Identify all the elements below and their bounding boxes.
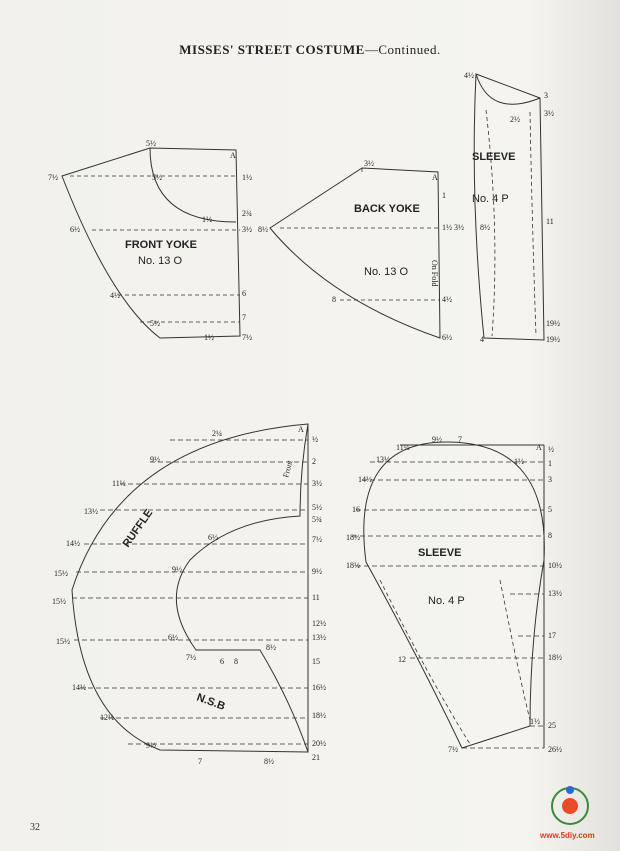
lower-sleeve-number: No. 4 P: [428, 595, 465, 607]
mark: 8½: [264, 757, 274, 766]
mark: 4½: [442, 295, 452, 304]
mark: 5½: [150, 319, 160, 328]
mark: 18½: [346, 533, 360, 542]
mark: 18½: [312, 711, 326, 720]
mark: 1½: [242, 173, 252, 182]
mark: 2¼: [212, 429, 222, 438]
mark: A: [298, 425, 304, 434]
mark: 7½: [448, 745, 458, 754]
mark: A: [432, 173, 438, 182]
mark: 1½: [204, 333, 214, 342]
mark: 13½: [84, 507, 98, 516]
mark: 4½: [110, 291, 120, 300]
mark: 2: [312, 457, 316, 466]
back-yoke-number: No. 13 O: [364, 266, 409, 278]
mark: 2½: [510, 115, 520, 124]
mark: 8: [234, 657, 238, 666]
mark: 17: [548, 631, 556, 640]
mark: ½: [548, 445, 554, 454]
mark: 1: [548, 459, 552, 468]
ruffle-back: N.S.B: [194, 691, 227, 713]
mark: 7: [242, 313, 246, 322]
mark: 5½: [146, 139, 156, 148]
mark: 12½: [100, 713, 114, 722]
front-yoke-number: No. 13 O: [138, 255, 183, 267]
mark: 13½: [376, 455, 390, 464]
mark: 8: [548, 531, 552, 540]
upper-sleeve-number: No. 4 P: [472, 193, 509, 205]
mark: 6½: [442, 333, 452, 342]
mark: 6½: [208, 533, 218, 542]
mark: 15: [312, 657, 320, 666]
mark: 9½: [172, 565, 182, 574]
mark: 5½: [312, 503, 322, 512]
mark: 3: [544, 91, 548, 100]
mark: 8½: [258, 225, 268, 234]
mark: 5: [548, 505, 552, 514]
mark: 1: [442, 191, 446, 200]
upper-sleeve-piece: [474, 74, 544, 340]
back-yoke-name: BACK YOKE: [354, 203, 420, 215]
watermark-logo: [540, 780, 610, 842]
mark: 18½: [346, 561, 360, 570]
mark: 12½: [312, 619, 326, 628]
mark: 16½: [312, 683, 326, 692]
mark: 8½: [480, 223, 490, 232]
mark: 11: [546, 217, 554, 226]
mark: 9½: [150, 455, 160, 464]
back-yoke-piece: [270, 168, 440, 338]
back-yoke-marks: [258, 159, 464, 342]
page-title: MISSES' STREET COSTUME—Continued.: [179, 42, 441, 57]
mark: 11½: [112, 479, 126, 488]
mark: 7½: [186, 653, 196, 662]
mark: 3½: [242, 225, 252, 234]
mark: 7½: [312, 535, 322, 544]
mark: 3: [548, 475, 552, 484]
watermark-icon: [540, 780, 610, 830]
mark: 13½: [548, 589, 562, 598]
mark: 7: [458, 435, 462, 444]
mark: 15½: [56, 637, 70, 646]
mark: 6: [220, 657, 224, 666]
mark: 7: [198, 757, 202, 766]
mark: 26½: [548, 745, 562, 754]
mark: 7½: [48, 173, 58, 182]
mark: 9½: [312, 567, 322, 576]
mark: 2¾: [242, 209, 252, 218]
mark: 14½: [358, 475, 372, 484]
mark: 1½: [514, 457, 524, 466]
mark: 16: [352, 505, 360, 514]
mark: 5½: [152, 173, 162, 182]
mark: 4½: [464, 71, 474, 80]
mark: 12: [398, 655, 406, 664]
mark: 14½: [72, 683, 86, 692]
ruffle-name: RUFFLE: [120, 507, 156, 550]
ruffle-fold: Front: [281, 459, 295, 479]
mark: 7½: [242, 333, 252, 342]
mark: 8: [332, 295, 336, 304]
mark: A: [230, 151, 236, 160]
mark: ½: [312, 435, 318, 444]
watermark-site: www.5diy.com: [540, 831, 595, 840]
mark: 3½: [454, 223, 464, 232]
back-yoke-fold: On Fold: [430, 260, 439, 287]
mark: 25: [548, 721, 556, 730]
mark: 3½: [544, 109, 554, 118]
front-yoke-name: FRONT YOKE: [125, 239, 197, 251]
mark: 15½: [54, 569, 68, 578]
lower-sleeve-name: SLEEVE: [418, 547, 462, 559]
ruffle-piece: [72, 424, 308, 752]
mark: 14½: [66, 539, 80, 548]
mark: 10½: [548, 561, 562, 570]
mark: 3½: [312, 479, 322, 488]
mark: 3½: [364, 159, 374, 168]
mark: 19½: [546, 335, 560, 344]
mark: 6: [242, 289, 246, 298]
mark: 21: [312, 753, 320, 762]
mark: 8½: [266, 643, 276, 652]
mark: 6½: [168, 633, 178, 642]
mark: 20½: [312, 739, 326, 748]
mark: 13½: [312, 633, 326, 642]
mark: 5¾: [312, 515, 322, 524]
mark: 9½: [146, 741, 156, 750]
mark: 1½: [442, 223, 452, 232]
mark: 4: [480, 335, 484, 344]
mark: 1½: [530, 717, 540, 726]
mark: A: [536, 443, 542, 452]
mark: 1½: [202, 215, 212, 224]
mark: 15½: [52, 597, 66, 606]
mark: 11: [312, 593, 320, 602]
upper-sleeve-marks: [464, 71, 560, 344]
page-number: 32: [30, 822, 40, 833]
mark: 19½: [546, 319, 560, 328]
mark: 6½: [70, 225, 80, 234]
mark: 18½: [548, 653, 562, 662]
mark: 9½: [432, 435, 442, 444]
upper-sleeve-name: SLEEVE: [472, 151, 516, 163]
mark: 11½: [396, 443, 410, 452]
